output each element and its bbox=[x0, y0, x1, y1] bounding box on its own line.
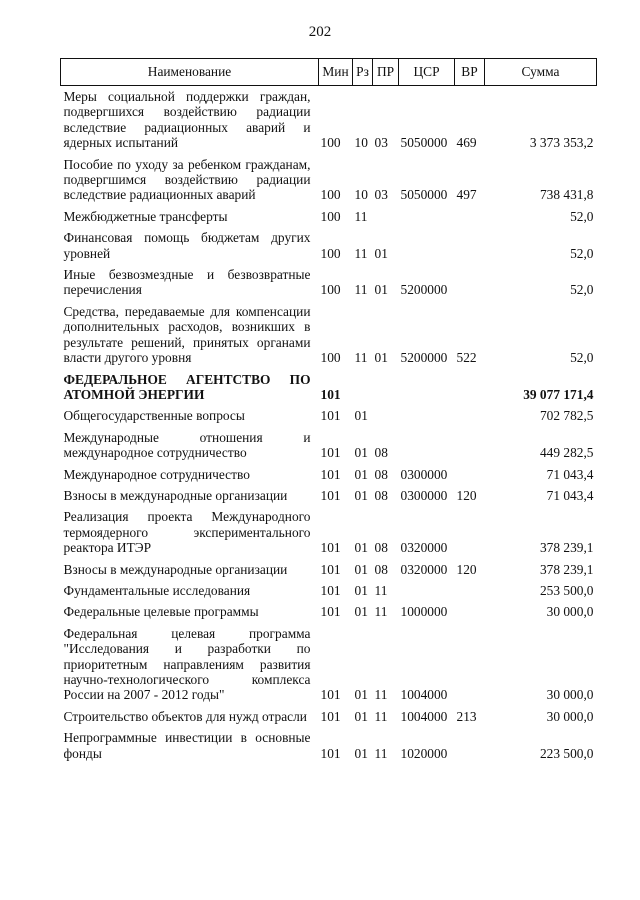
table-row bbox=[61, 724, 597, 761]
header-csr: ЦСР bbox=[399, 59, 455, 86]
cell-sum: 3 373 353,2 bbox=[529, 135, 594, 151]
cell-rz bbox=[353, 366, 373, 403]
table-body bbox=[61, 86, 597, 762]
budget-table bbox=[60, 58, 597, 761]
cell-rz: 01 bbox=[354, 445, 368, 461]
cell-csr bbox=[399, 424, 455, 461]
cell-csr: 0300000 bbox=[400, 487, 448, 503]
cell-pr: 08 bbox=[374, 445, 388, 461]
cell-sum: 253 500,0 bbox=[539, 582, 594, 598]
cell-pr: 03 bbox=[374, 187, 388, 203]
header-sum: Сумма bbox=[485, 59, 597, 86]
cell-rz: 01 bbox=[354, 687, 368, 703]
cell-pr bbox=[373, 402, 399, 423]
cell-csr bbox=[399, 402, 455, 423]
table-row bbox=[61, 402, 597, 423]
cell-vr bbox=[455, 503, 485, 555]
cell-rz: 11 bbox=[354, 208, 368, 224]
cell-rz: 11 bbox=[354, 350, 368, 366]
cell-sum: 30 000,0 bbox=[546, 687, 594, 703]
cell-sum: 378 239,1 bbox=[539, 540, 594, 556]
cell-csr bbox=[399, 224, 455, 261]
table-row bbox=[61, 261, 597, 298]
table-row bbox=[61, 503, 597, 555]
cell-csr: 5050000 bbox=[400, 135, 448, 151]
cell-csr: 1004000 bbox=[400, 708, 448, 724]
cell-min: 101 bbox=[320, 708, 341, 724]
cell-name: Взносы в международные организации bbox=[63, 487, 288, 503]
table-row bbox=[61, 151, 597, 203]
cell-rz: 11 bbox=[354, 282, 368, 298]
cell-name: Федеральная целевая программа "Исследования и разработки по приоритетным направлениям развития научно-технологического комплекса России на 2007 - 2012 годы" bbox=[63, 625, 311, 703]
cell-pr: 01 bbox=[374, 282, 388, 298]
cell-csr: 5200000 bbox=[400, 350, 448, 366]
table-row bbox=[61, 224, 597, 261]
cell-min: 100 bbox=[320, 208, 341, 224]
cell-pr bbox=[373, 366, 399, 403]
cell-name: Пособие по уходу за ребенком гражданам, подвергшимся воздействию радиации вследствие радиационных аварий bbox=[63, 156, 311, 203]
table-row bbox=[61, 203, 597, 224]
table-row bbox=[61, 366, 597, 403]
cell-min: 100 bbox=[320, 350, 341, 366]
cell-pr: 08 bbox=[374, 466, 388, 482]
header-min: Мин bbox=[319, 59, 353, 86]
cell-csr: 5200000 bbox=[400, 282, 448, 298]
cell-name: Иные безвозмездные и безвозвратные перечисления bbox=[63, 267, 311, 298]
cell-sum: 30 000,0 bbox=[546, 708, 594, 724]
table-row bbox=[61, 598, 597, 619]
table-row bbox=[61, 703, 597, 724]
cell-csr: 5050000 bbox=[400, 187, 448, 203]
cell-csr: 1000000 bbox=[400, 604, 448, 620]
cell-csr: 0300000 bbox=[400, 466, 448, 482]
cell-name: Фундаментальные исследования bbox=[63, 582, 251, 598]
cell-vr: 120 bbox=[456, 487, 477, 503]
cell-sum: 39 077 171,4 bbox=[523, 386, 594, 402]
cell-vr: 213 bbox=[456, 708, 477, 724]
cell-pr: 08 bbox=[374, 561, 388, 577]
cell-vr bbox=[455, 224, 485, 261]
cell-name: Взносы в международные организации bbox=[63, 561, 288, 577]
cell-pr: 03 bbox=[374, 135, 388, 151]
cell-rz: 01 bbox=[354, 408, 368, 424]
cell-name: Непрограммные инвестиции в основные фонды bbox=[63, 730, 311, 761]
cell-rz: 01 bbox=[354, 487, 368, 503]
cell-name: Международное сотрудничество bbox=[63, 466, 250, 482]
header-rz: Рз bbox=[353, 59, 373, 86]
cell-name: Федеральные целевые программы bbox=[63, 604, 259, 620]
cell-vr bbox=[455, 366, 485, 403]
cell-pr bbox=[373, 203, 399, 224]
cell-vr: 522 bbox=[456, 350, 477, 366]
table-row bbox=[61, 556, 597, 577]
cell-sum: 71 043,4 bbox=[546, 466, 594, 482]
cell-name: Меры социальной поддержки граждан, подвергшихся воздействию радиации вследствие радиационных аварий и ядерных испытаний bbox=[63, 89, 311, 151]
cell-name: Строительство объектов для нужд отрасли bbox=[63, 708, 307, 724]
cell-vr: 469 bbox=[456, 135, 477, 151]
table-row bbox=[61, 577, 597, 598]
cell-rz: 01 bbox=[354, 540, 368, 556]
table-row bbox=[61, 482, 597, 503]
cell-rz: 01 bbox=[354, 466, 368, 482]
cell-pr: 01 bbox=[374, 245, 388, 261]
cell-name: Международные отношения и международное сотрудничество bbox=[63, 429, 311, 461]
cell-name: Финансовая помощь бюджетам других уровней bbox=[63, 230, 311, 261]
cell-csr bbox=[399, 366, 455, 403]
cell-pr: 08 bbox=[374, 540, 388, 556]
table-row bbox=[61, 424, 597, 461]
cell-min: 100 bbox=[320, 135, 341, 151]
cell-sum: 52,0 bbox=[570, 245, 594, 261]
cell-sum: 52,0 bbox=[570, 208, 594, 224]
cell-vr bbox=[455, 724, 485, 761]
cell-rz: 01 bbox=[354, 582, 368, 598]
cell-vr bbox=[455, 402, 485, 423]
cell-rz: 01 bbox=[354, 745, 368, 761]
cell-pr: 11 bbox=[374, 708, 388, 724]
cell-sum: 30 000,0 bbox=[546, 604, 594, 620]
cell-name: Межбюджетные трансферты bbox=[63, 208, 228, 224]
cell-sum: 223 500,0 bbox=[539, 745, 594, 761]
cell-sum: 71 043,4 bbox=[546, 487, 594, 503]
cell-pr: 11 bbox=[374, 745, 388, 761]
cell-min: 100 bbox=[320, 245, 341, 261]
cell-csr: 0320000 bbox=[400, 561, 448, 577]
cell-min: 101 bbox=[320, 386, 341, 402]
cell-sum: 52,0 bbox=[570, 282, 594, 298]
cell-sum: 378 239,1 bbox=[539, 561, 594, 577]
table-row bbox=[61, 86, 597, 151]
cell-csr bbox=[399, 203, 455, 224]
cell-vr: 120 bbox=[456, 561, 477, 577]
cell-vr bbox=[455, 203, 485, 224]
table-row bbox=[61, 620, 597, 703]
cell-vr bbox=[455, 598, 485, 619]
cell-min: 101 bbox=[320, 540, 341, 556]
cell-name: Средства, передаваемые для компенсации дополнительных расходов, возникших в результате решений, принятых органами власти другого уровня bbox=[63, 303, 311, 366]
cell-rz: 01 bbox=[354, 561, 368, 577]
cell-rz: 10 bbox=[354, 187, 368, 203]
page-number: 202 bbox=[308, 24, 332, 40]
cell-pr: 11 bbox=[374, 687, 388, 703]
cell-name: ФЕДЕРАЛЬНОЕ АГЕНТСТВО ПО АТОМНОЙ ЭНЕРГИИ bbox=[63, 371, 311, 402]
cell-vr bbox=[455, 577, 485, 598]
cell-sum: 738 431,8 bbox=[539, 187, 594, 203]
cell-min: 101 bbox=[320, 408, 341, 424]
cell-rz: 10 bbox=[354, 135, 368, 151]
cell-min: 101 bbox=[320, 745, 341, 761]
table-row bbox=[61, 298, 597, 366]
cell-sum: 702 782,5 bbox=[539, 408, 594, 424]
header-vr: ВР bbox=[455, 59, 485, 86]
cell-pr: 11 bbox=[374, 604, 388, 620]
cell-min: 100 bbox=[320, 187, 341, 203]
cell-vr: 497 bbox=[456, 187, 477, 203]
cell-csr: 1020000 bbox=[400, 745, 448, 761]
cell-min: 101 bbox=[320, 487, 341, 503]
cell-pr: 01 bbox=[374, 350, 388, 366]
cell-min: 101 bbox=[320, 687, 341, 703]
cell-csr: 0320000 bbox=[400, 540, 448, 556]
cell-vr bbox=[455, 424, 485, 461]
cell-vr bbox=[455, 261, 485, 298]
table-row bbox=[61, 461, 597, 482]
cell-min: 101 bbox=[320, 582, 341, 598]
header-pr: ПР bbox=[373, 59, 399, 86]
cell-sum: 52,0 bbox=[570, 350, 594, 366]
cell-min: 100 bbox=[320, 282, 341, 298]
cell-vr bbox=[455, 461, 485, 482]
cell-csr: 1004000 bbox=[400, 687, 448, 703]
cell-rz: 01 bbox=[354, 604, 368, 620]
cell-rz: 11 bbox=[354, 245, 368, 261]
cell-sum: 449 282,5 bbox=[539, 445, 594, 461]
cell-min: 101 bbox=[320, 445, 341, 461]
cell-name: Реализация проекта Международного термоядерного экспериментального реактора ИТЭР bbox=[63, 509, 311, 556]
header-name: Наименование bbox=[61, 59, 319, 86]
cell-rz: 01 bbox=[354, 708, 368, 724]
cell-pr: 08 bbox=[374, 487, 388, 503]
cell-min: 101 bbox=[320, 604, 341, 620]
cell-csr bbox=[399, 577, 455, 598]
cell-min: 101 bbox=[320, 466, 341, 482]
table-header-row bbox=[61, 59, 597, 86]
cell-name: Общегосударственные вопросы bbox=[63, 408, 245, 424]
cell-vr bbox=[455, 620, 485, 703]
cell-min: 101 bbox=[320, 561, 341, 577]
cell-pr: 11 bbox=[374, 582, 388, 598]
